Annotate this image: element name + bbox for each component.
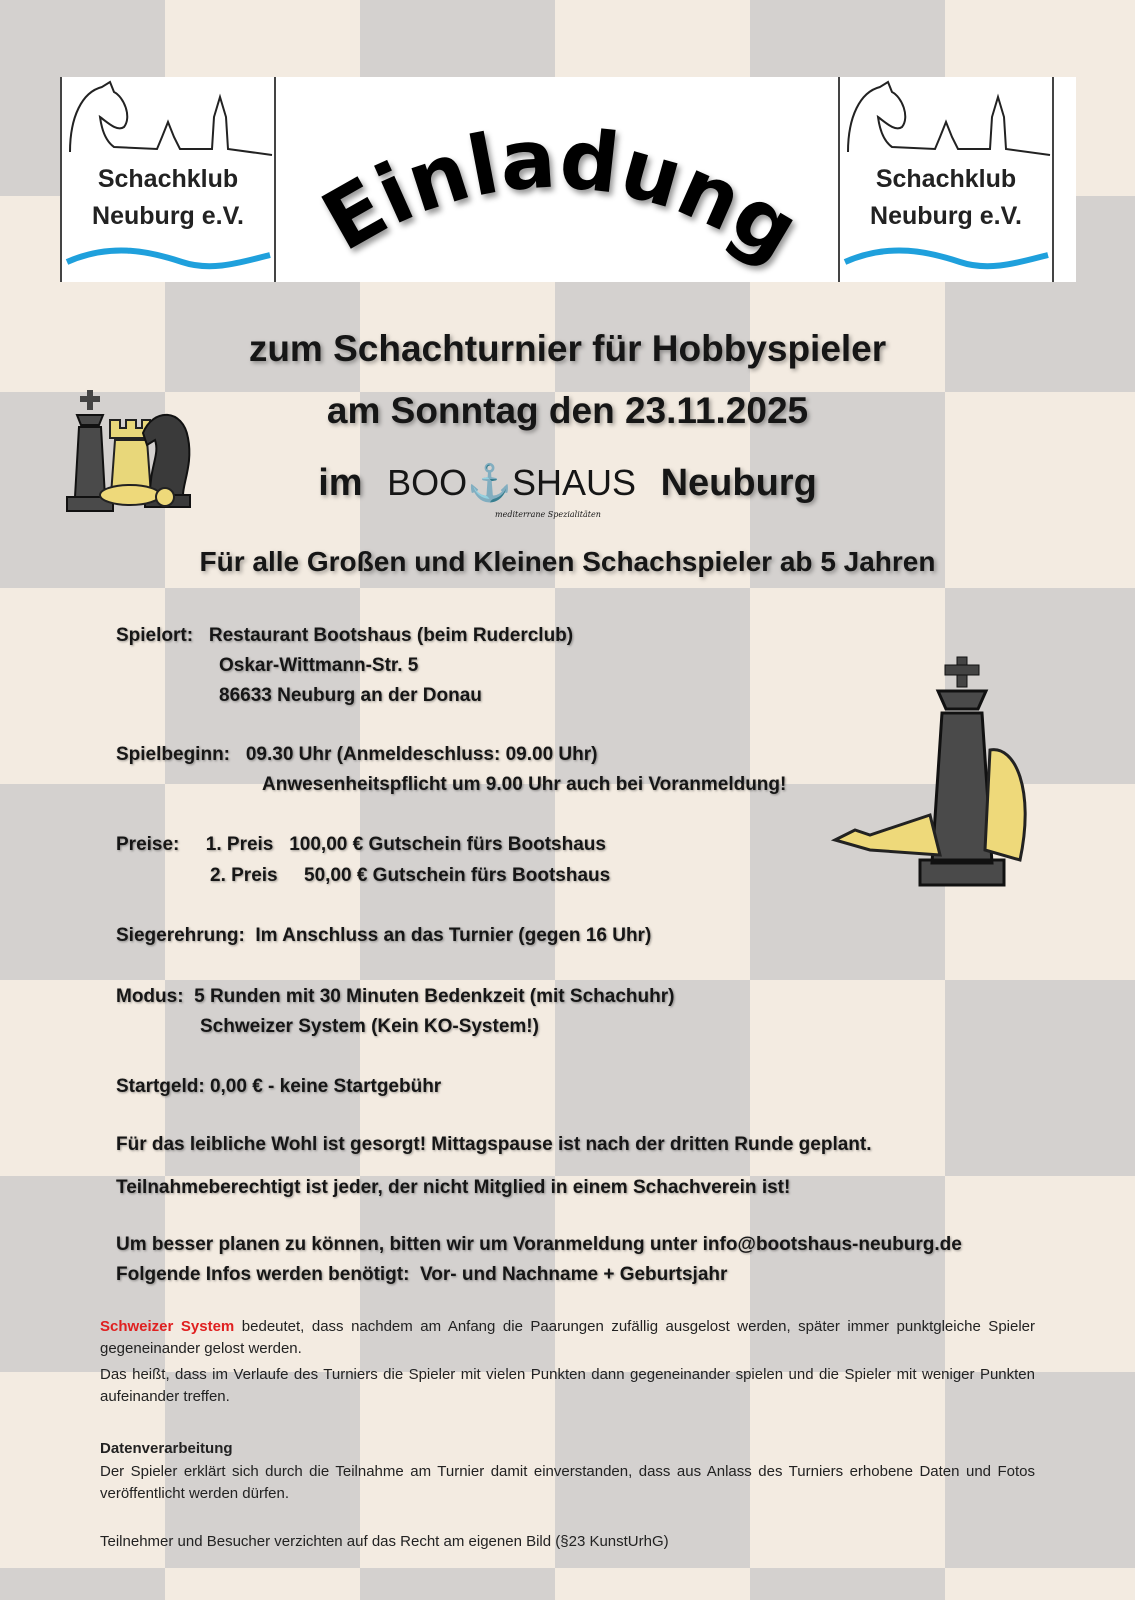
spielbeginn-line: Spielbeginn: 09.30 Uhr (Anmeldeschluss: 09.00 Uhr) [116, 744, 598, 765]
venue-prefix: im [318, 462, 363, 504]
venue-suffix: Neuburg [660, 462, 817, 504]
club-logo-right [838, 77, 1054, 282]
board-square [360, 1568, 555, 1600]
chess-pawn-icon [100, 485, 174, 506]
verpflegung-line: Für das leibliche Wohl ist gesorgt! Mittagspause ist nach der dritten Runde geplant. [116, 1134, 872, 1155]
chess-pieces-icon [55, 385, 200, 525]
logo-text: Schachklub [875, 165, 1017, 193]
board-square [555, 1568, 750, 1600]
spielort-city: 86633 Neuburg an der Donau [219, 685, 482, 706]
bootshaus-logo [387, 460, 636, 506]
spielort-line: Spielort: Restaurant Bootshaus (beim Ruderclub) [116, 625, 574, 646]
spielort-street: Oskar-Wittmann-Str. 5 [219, 655, 419, 676]
board-square [945, 980, 1135, 1176]
anchor-icon: ⚓ [467, 462, 512, 503]
svg-text:Einladung: Einladung [307, 111, 815, 280]
board-square [0, 784, 165, 980]
modus-system: Schweizer System (Kein KO-System!) [200, 1016, 539, 1037]
logo-text: Neuburg e.V. [92, 202, 244, 230]
logo-text: Neuburg e.V. [870, 202, 1022, 230]
privacy-text-2: Teilnehmer und Besucher verzichten auf das Recht am eigenen Bild (§23 KunstUrhG) [100, 1533, 669, 1550]
board-square [165, 1568, 360, 1600]
preis-2: 2. Preis 50,00 € Gutschein fürs Bootshaus [210, 865, 611, 886]
headline-date: am Sonntag den 23.11.2025 [326, 390, 809, 431]
privacy-title: Datenverarbeitung [100, 1440, 233, 1457]
logo-text: Schachklub [97, 165, 239, 193]
note-text: bedeutet, dass nachdem am Anfang die Paarungen zufällig ausgelost werden, später immer punktgleiche Spieler gegeneinander gelost werden. [100, 1318, 1036, 1357]
bootshaus-text-right: SHAUS [511, 462, 636, 503]
anmeldung-info: Folgende Infos werden benötigt: Vor- und Nachname + Geburtsjahr [116, 1264, 728, 1285]
board-square [750, 1568, 945, 1600]
board-square [945, 1568, 1135, 1600]
audience-line: Für alle Großen und Kleinen Schachspieler ab 5 Jahren [199, 546, 936, 577]
startgeld-line: Startgeld: 0,00 € - keine Startgebühr [116, 1076, 442, 1097]
title-einladung [280, 80, 830, 280]
swiss-system-note [100, 1316, 1035, 1360]
headline-tournament: zum Schachturnier für Hobbyspieler [248, 328, 887, 369]
privacy-text: Der Spieler erklärt sich durch die Teilnahme am Turnier damit einverstanden, dass aus Anlass des Turniers erhobene Daten und Fotos veröffentlicht werden dürfen. [100, 1463, 1035, 1502]
fallen-king-icon [835, 750, 1025, 860]
board-square [0, 1568, 165, 1600]
preis-1: Preise: 1. Preis 100,00 € Gutschein fürs Bootshaus [116, 834, 606, 855]
modus-line: Modus: 5 Runden mit 30 Minuten Bedenkzeit (mit Schachuhr) [116, 986, 675, 1007]
chess-king-icon [830, 655, 1040, 890]
swiss-system-note-2: Das heißt, dass im Verlaufe des Turniers die Spieler mit vielen Punkten dann gegeneinander spielen und die Spieler mit weniger Punkten aufeinander treffen. [100, 1366, 1035, 1405]
bootshaus-text-left: BOO [387, 462, 468, 503]
siegerehrung-line: Siegerehrung: Im Anschluss an das Turnier (gegen 16 Uhr) [116, 925, 652, 946]
swiss-system-highlight: Schweizer System [100, 1318, 235, 1335]
spielbeginn-note: Anwesenheitspflicht um 9.00 Uhr auch bei Voranmeldung! [262, 774, 787, 795]
teilnahme-line: Teilnahmeberechtigt ist jeder, der nicht Mitglied in einem Schachverein ist! [116, 1177, 791, 1198]
anmeldung-line: Um besser planen zu können, bitten wir um Voranmeldung unter info@bootshaus-neuburg.de [116, 1234, 962, 1255]
club-logo-left [60, 77, 276, 282]
bootshaus-tagline: mediterrane Spezialitäten [495, 510, 601, 519]
